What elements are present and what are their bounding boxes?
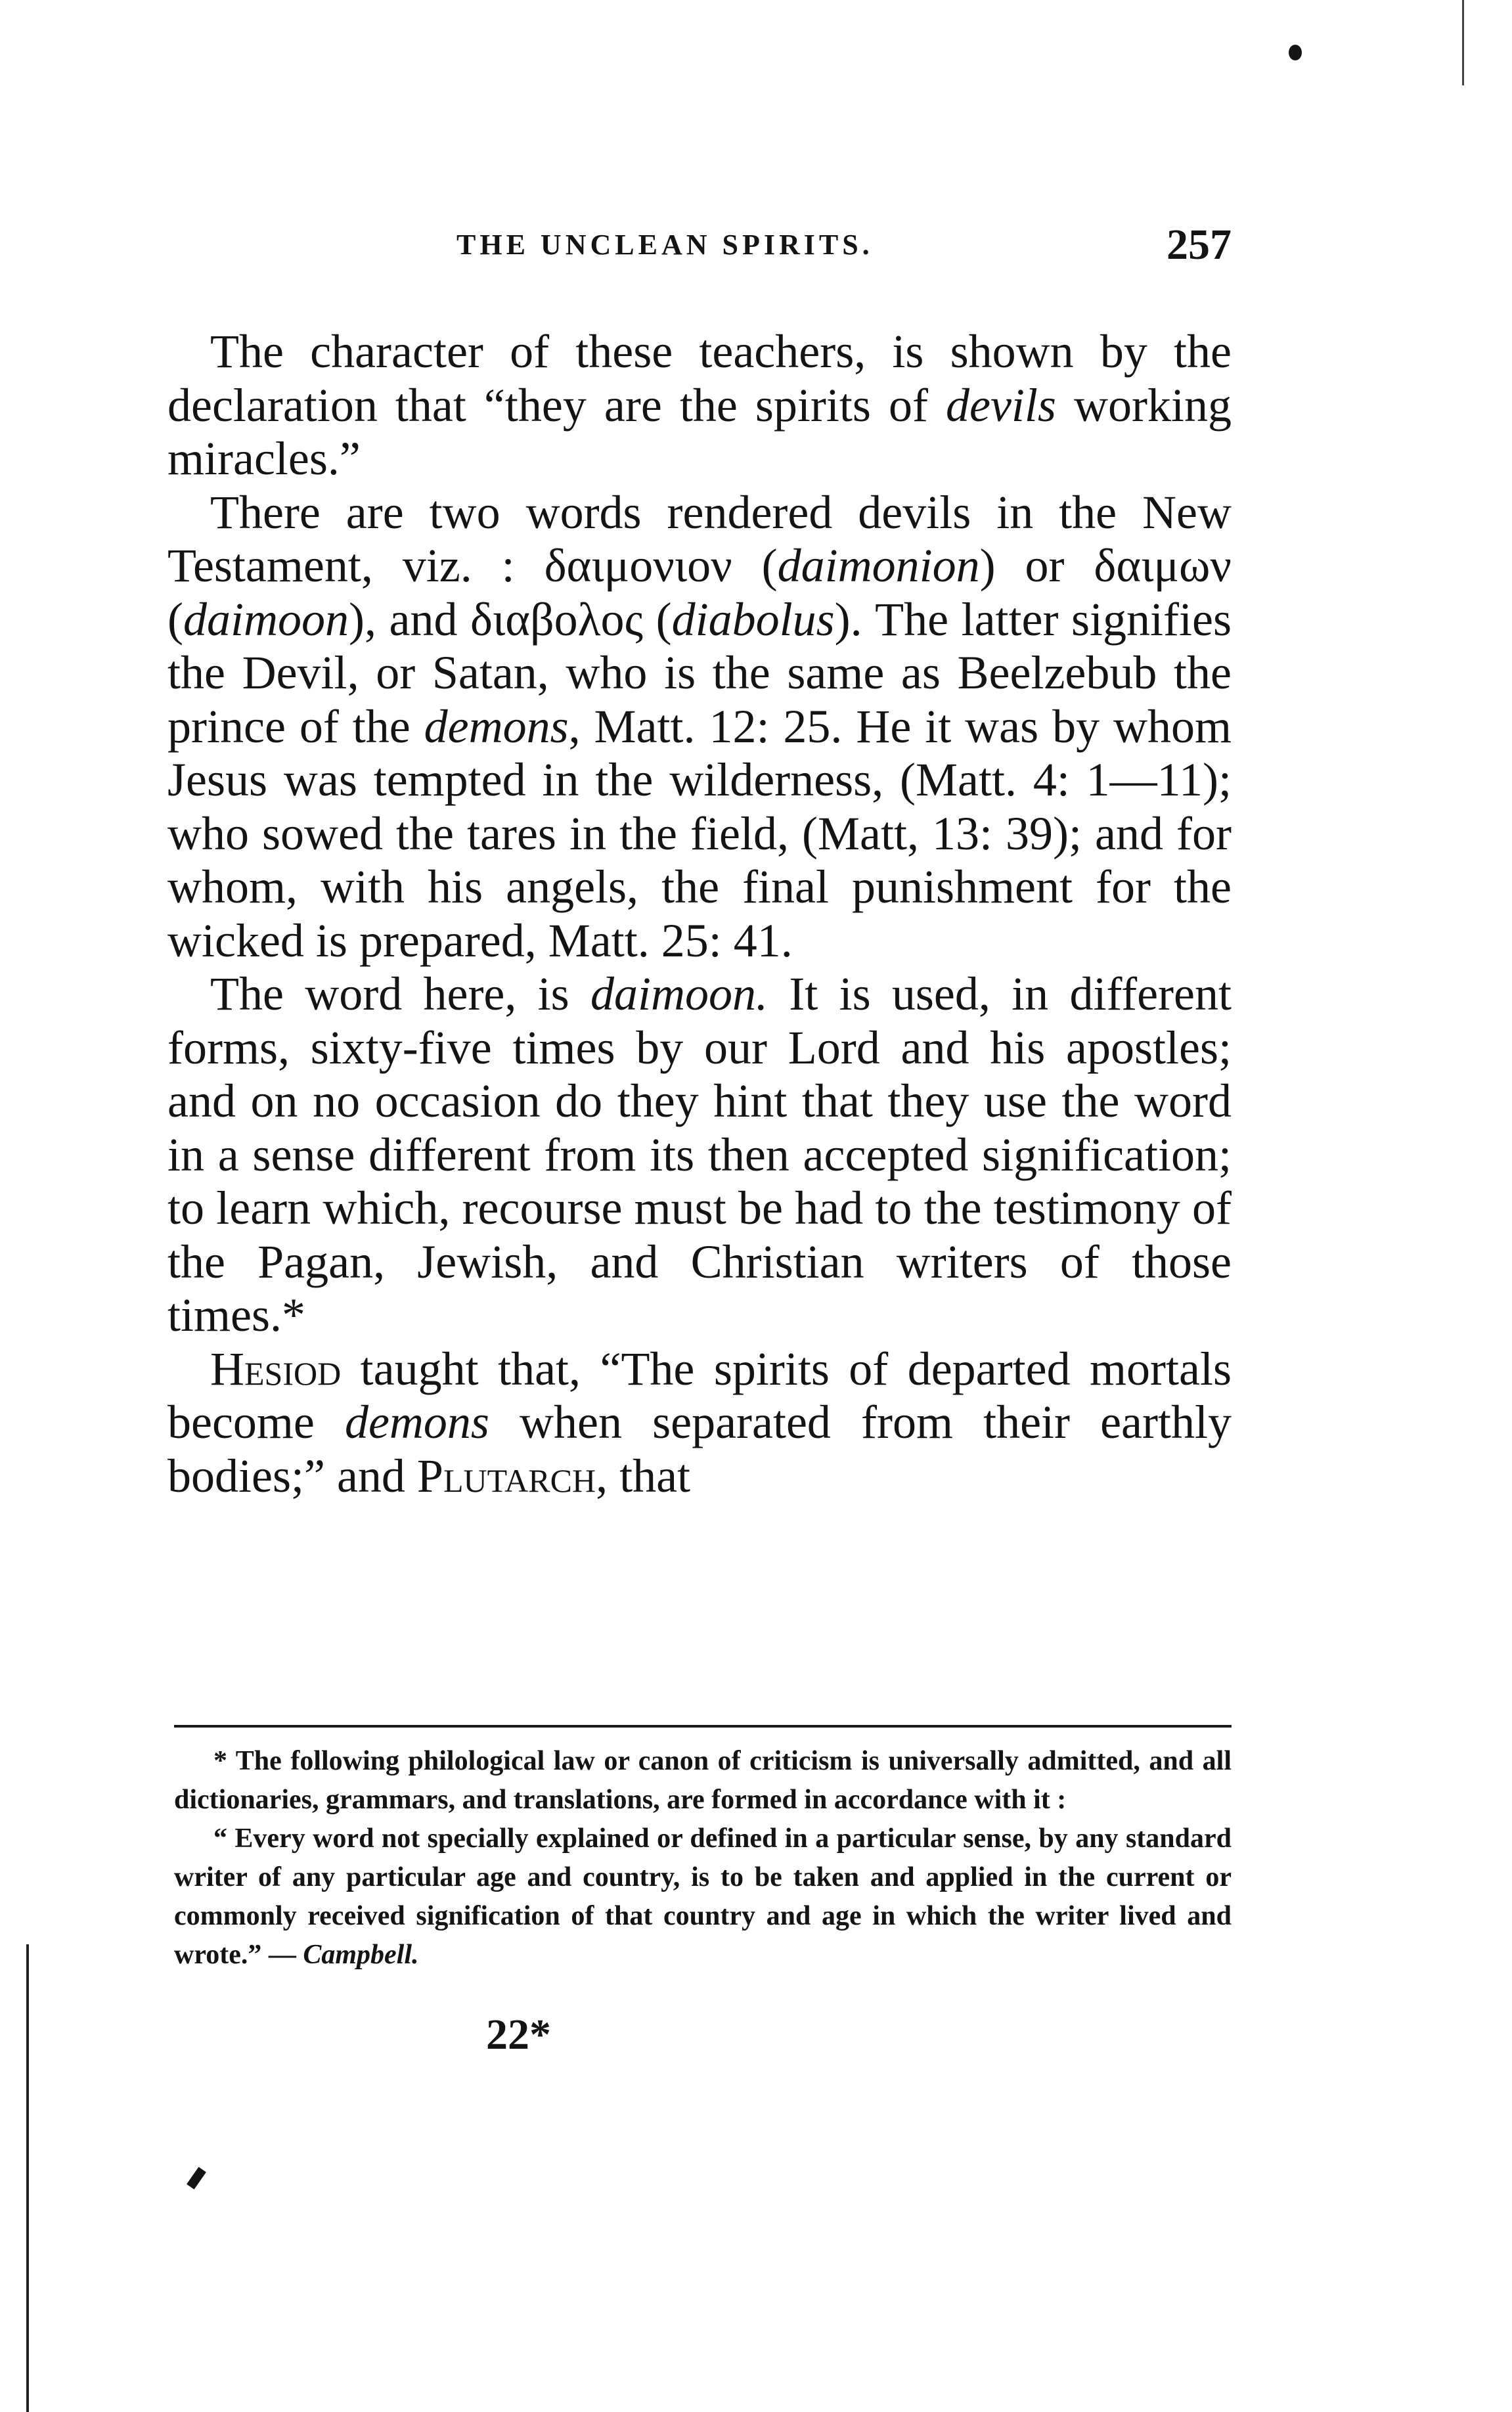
page-header <box>167 220 1232 279</box>
page-number: 257 <box>1167 221 1232 269</box>
text-run: ), and <box>348 592 470 646</box>
text-run: , Matt. 12: 25. He it was by whom Jesus was tempted in the wilderness, (Matt. 4: 1—11); who sowed the tares in the field, (Matt, 13: 39); and for whom, with his angels, the final punishment for the wicked is prepared, Matt. 25: 41. <box>167 700 1232 967</box>
italic-term: diabolus <box>671 592 835 646</box>
paragraph-4 <box>167 1343 1232 1504</box>
page-edge-line-right <box>1462 0 1464 85</box>
italic-term: daimonion <box>777 539 980 592</box>
text-run: It is used, in different forms, sixty-five times by our Lord and his apostles; and on no occasion do they hint that they use the word in a sense different from its then accepted signification; to learn which, recourse must be had to the testimony of the Pagan, Jewish, and Christian writers of those times.* <box>167 968 1232 1341</box>
text-run: ) or <box>979 539 1094 592</box>
text-run: ( <box>167 592 183 646</box>
footnote-block <box>174 1742 1232 1975</box>
stray-ink-mark <box>187 2167 206 2189</box>
text-run: The character of these teachers, is shown by the declaration that “they are the spirits of <box>167 325 1232 432</box>
italic-term: devils <box>946 378 1056 432</box>
text-run: , that <box>596 1449 691 1502</box>
footnote-paragraph-1: * The following philological law or canon of criticism is universally admitted, and all dictionaries, grammars, and translations, are formed in accordance with it : <box>174 1746 1232 1815</box>
main-text <box>167 325 1232 1503</box>
footnote-paragraph-2 <box>174 1820 1232 1975</box>
footnote-divider <box>174 1725 1232 1728</box>
page-edge-line-left <box>26 1944 29 2412</box>
ink-dot <box>1289 45 1302 60</box>
paragraph-1 <box>167 325 1232 486</box>
signature-mark: 22* <box>486 2011 551 2059</box>
text-run: The word here, is <box>210 968 590 1020</box>
footnote-author: Campbell. <box>303 1940 419 1970</box>
small-caps-name: Hesiod <box>210 1342 342 1395</box>
running-title: THE UNCLEAN SPIRITS. <box>456 229 874 261</box>
paragraph-2 <box>167 486 1232 968</box>
small-caps-name: Plutarch <box>416 1449 596 1502</box>
text-run: “ Every word not specially explained or defined in a particular sense, by any standard writer of any particular age and country, is to be taken and applied in the current or commonly received signification of that country and age in which the writer lived and wrote.” — <box>174 1823 1232 1970</box>
text-run: when separated from their earthly bodies;” and <box>167 1396 1232 1502</box>
italic-term: daimoon. <box>590 968 768 1020</box>
greek-word: δαιμονιον <box>544 539 732 592</box>
text-run: ( <box>643 592 672 646</box>
greek-word: δαιμων <box>1094 539 1232 592</box>
paragraph-3 <box>167 968 1232 1343</box>
greek-word: διαβολος <box>470 592 644 646</box>
italic-term: demons <box>344 1396 489 1448</box>
text-run: working miracles.” <box>167 378 1232 485</box>
text-run: ( <box>732 539 778 592</box>
text-run: taught that, “The spirits of departed mortals become <box>167 1342 1232 1448</box>
text-run: There are two words rendered devils in the New Testament, viz. : <box>167 485 1232 592</box>
text-run: ). The latter signifies the Devil, or Satan, who is the same as Beelzebub the prince of the <box>167 592 1232 753</box>
italic-term: demons <box>424 700 569 753</box>
italic-term: daimoon <box>183 592 349 646</box>
